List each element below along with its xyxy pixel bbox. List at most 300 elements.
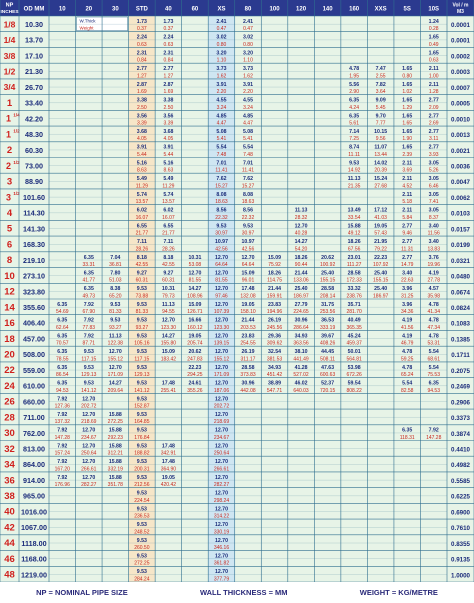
row-np-whole: 3 [5, 192, 12, 203]
cell-weight: 13.44 [374, 151, 387, 158]
cell-weight: 332.19 [107, 466, 123, 473]
cell-weight: 0.49 [428, 41, 439, 48]
cell-wall-thickness: 12.70 [214, 349, 228, 356]
cell-wall-thickness: 3.40 [428, 239, 439, 246]
row-od: 60.30 [25, 145, 43, 155]
legend-wall-thickness: W.Thick [79, 18, 96, 24]
row-np-fraction: 1/4 [13, 112, 20, 118]
cell-wall-thickness: 4.19 [428, 270, 439, 277]
cell-wall-thickness: 9.53 [136, 569, 147, 576]
cell-weight: 442.08 [240, 387, 256, 394]
cell-wall-thickness: 2.41 [216, 18, 227, 25]
cell-wall-thickness: 3.76 [428, 254, 439, 261]
cell-wall-thickness: 9.53 [136, 411, 147, 418]
cell-weight: 7.25 [349, 136, 360, 143]
cell-wall-thickness: 2.77 [428, 113, 439, 120]
cell-weight: 108.96 [187, 293, 203, 300]
row-vol: 0.0824 [451, 305, 470, 313]
cell-wall-thickness: 15.88 [108, 443, 122, 450]
row-np-whole: 1 [5, 129, 12, 140]
cell-weight: 94.53 [427, 387, 440, 394]
cell-wall-thickness: 12.70 [214, 553, 228, 560]
cell-weight: 260.50 [134, 544, 150, 551]
cell-wall-thickness: 12.70 [214, 396, 228, 403]
cell-wall-thickness: 12.70 [214, 411, 228, 418]
cell-wall-thickness: 7.92 [83, 317, 94, 324]
cell-wall-thickness: 4.55 [216, 97, 227, 104]
cell-weight: 1.27 [136, 73, 147, 80]
cell-weight: 1.62 [216, 73, 227, 80]
cell-wall-thickness: 2.11 [428, 81, 439, 88]
cell-weight: 107.92 [373, 261, 389, 268]
cell-wall-thickness: 15.88 [108, 427, 122, 434]
cell-wall-thickness: 24.61 [188, 380, 202, 387]
cell-weight: 373.83 [240, 372, 256, 379]
cell-wall-thickness: 2.11 [402, 207, 413, 214]
row-vol: 0.3373 [451, 415, 470, 423]
cell-wall-thickness: 2.11 [402, 176, 413, 183]
cell-weight: 187.06 [213, 387, 230, 394]
cell-weight: 2.39 [402, 151, 413, 158]
cell-wall-thickness: 2.77 [402, 223, 413, 230]
cell-weight: 42.56 [215, 246, 228, 253]
row-np-whole: 2 [5, 160, 12, 171]
cell-weight: 86.54 [56, 372, 69, 379]
cell-weight: 41.56 [400, 324, 414, 331]
cell-wall-thickness: 59.54 [347, 380, 361, 387]
cell-wall-thickness: 3.05 [428, 160, 439, 167]
cell-wall-thickness: 15.88 [347, 223, 361, 230]
cell-weight: 205.74 [187, 340, 203, 347]
cell-wall-thickness: 40.49 [347, 317, 361, 324]
cell-weight: 272.25 [134, 560, 150, 567]
cell-wall-thickness: 9.53 [136, 459, 147, 466]
cell-wall-thickness: 2.87 [136, 81, 147, 88]
cell-wall-thickness: 8.56 [242, 207, 254, 214]
row-od: 1016.00 [21, 507, 47, 517]
cell-weight: 97.46 [215, 293, 228, 300]
cell-weight: 459.37 [346, 340, 362, 347]
cell-wall-thickness: 10.15 [374, 128, 388, 135]
cell-weight: 155.12 [107, 356, 123, 363]
cell-weight: 218.69 [81, 419, 97, 426]
cell-weight: 209.64 [107, 387, 123, 394]
cell-wall-thickness: 15.88 [108, 459, 122, 466]
cell-wall-thickness: 7.92 [57, 474, 68, 481]
row-vol: 0.2906 [451, 399, 470, 407]
cell-weight: 3.24 [216, 104, 227, 111]
header-np: NP [5, 2, 14, 9]
cell-wall-thickness: 29.36 [268, 333, 282, 340]
cell-wall-thickness: 3.91 [216, 81, 227, 88]
cell-wall-thickness: 19.05 [161, 474, 175, 481]
cell-weight: 172.33 [346, 277, 362, 284]
cell-weight: 167.20 [54, 466, 70, 473]
cell-wall-thickness: 47.63 [321, 364, 335, 371]
cell-weight: 16.07 [162, 214, 175, 221]
cell-weight: 28.32 [294, 214, 308, 221]
cell-weight: 21.35 [347, 183, 361, 190]
cell-weight: 2.90 [349, 89, 360, 96]
cell-wall-thickness: 6.35 [57, 380, 68, 387]
cell-weight: 42.56 [241, 246, 255, 253]
cell-wall-thickness: 30.96 [241, 380, 255, 387]
cell-wall-thickness: 3.91 [163, 144, 174, 151]
cell-wall-thickness: 12.70 [214, 333, 228, 340]
cell-wall-thickness: 9.53 [136, 286, 147, 293]
cell-weight: 808.22 [346, 387, 362, 394]
cell-wall-thickness: 44.45 [321, 349, 335, 356]
cell-wall-thickness: 33.32 [347, 286, 361, 293]
cell-weight: 28.26 [162, 246, 175, 253]
cell-weight: 155.80 [160, 340, 177, 347]
cell-wall-thickness: 9.53 [136, 349, 147, 356]
cell-wall-thickness: 6.35 [57, 333, 68, 340]
cell-weight: 250.64 [81, 450, 97, 457]
cell-weight: 93.27 [109, 324, 122, 331]
cell-wall-thickness: 6.55 [163, 223, 174, 230]
cell-wall-thickness: 38.89 [268, 380, 282, 387]
cell-wall-thickness: 4.85 [242, 113, 254, 120]
cell-weight: 254.55 [240, 340, 256, 347]
cell-weight: 31.25 [400, 293, 414, 300]
cell-weight: 133.06 [293, 277, 309, 284]
row-vol: 0.0013 [451, 132, 470, 140]
cell-weight: 218.69 [213, 419, 230, 426]
cell-weight: 3.24 [243, 104, 253, 111]
header-schedule-5S: 5S [403, 6, 411, 13]
cell-weight: 298.24 [213, 497, 230, 504]
cell-wall-thickness: 9.53 [136, 506, 147, 513]
header-schedule-XS: XS [217, 6, 226, 13]
cell-weight: 15.27 [215, 183, 228, 190]
row-np: 48 [4, 569, 15, 581]
cell-wall-thickness: 39.67 [321, 333, 335, 340]
cell-weight: 508.11 [320, 356, 336, 363]
cell-wall-thickness: 14.27 [108, 380, 122, 387]
cell-wall-thickness: 3.68 [136, 128, 147, 135]
cell-wall-thickness: 5.54 [402, 380, 413, 387]
row-np: 12 [4, 286, 15, 298]
row-vol: 0.6900 [451, 509, 470, 517]
cell-weight: 3.93 [428, 151, 439, 158]
row-od: 457.00 [23, 334, 45, 344]
cell-wall-thickness: 32.54 [268, 349, 282, 356]
cell-wall-thickness: 28.58 [321, 286, 335, 293]
cell-weight: 0.84 [163, 57, 174, 64]
cell-wall-thickness: 12.70 [108, 364, 122, 371]
row-np: 42 [4, 522, 15, 534]
row-od: 965.00 [23, 491, 45, 501]
cell-weight: 11.29 [135, 183, 148, 190]
cell-wall-thickness: 1.65 [402, 113, 413, 120]
cell-wall-thickness: 34.93 [268, 364, 282, 371]
row-np: 40 [4, 506, 15, 518]
cell-weight: 238.76 [346, 293, 362, 300]
cell-weight: 564.81 [346, 356, 362, 363]
cell-wall-thickness: 9.53 [136, 301, 147, 308]
cell-wall-thickness: 12.70 [82, 411, 96, 418]
cell-weight: 1.95 [349, 73, 360, 80]
row-od: 101.60 [23, 192, 45, 202]
cell-wall-thickness: 9.53 [136, 380, 147, 387]
row-vol: 0.0157 [451, 226, 470, 234]
cell-weight: 2.50 [163, 104, 174, 111]
cell-weight: 73.88 [135, 293, 149, 300]
cell-weight: 152.87 [134, 403, 150, 410]
cell-weight: 5.84 [402, 214, 413, 221]
cell-wall-thickness: 25.40 [374, 270, 388, 277]
cell-weight: 194.96 [266, 309, 283, 316]
header-od: OD MM [23, 6, 45, 13]
cell-wall-thickness: 12.70 [294, 223, 308, 230]
cell-wall-thickness: 9.53 [216, 223, 227, 230]
cell-wall-thickness: 1.65 [428, 34, 439, 41]
cell-weight: 381.53 [266, 356, 283, 363]
row-vol: 0.0047 [451, 179, 470, 187]
cell-weight: 0.47 [243, 26, 253, 33]
cell-weight: 107.39 [213, 309, 230, 316]
wall-thickness-note: WALL THICKNESS = MM [199, 588, 288, 597]
row-np: 3/4 [3, 82, 16, 93]
cell-weight: 22.32 [241, 214, 255, 221]
cell-weight: 234.67 [81, 434, 97, 441]
cell-weight: 57.43 [374, 230, 387, 237]
cell-wall-thickness: 6.35 [57, 301, 68, 308]
cell-wall-thickness: 2.77 [428, 128, 439, 135]
cell-weight: 141.12 [134, 387, 150, 394]
row-np: 38 [4, 490, 15, 502]
cell-wall-thickness: 1.65 [402, 66, 413, 73]
cell-wall-thickness: 9.53 [136, 443, 147, 450]
row-vol: 0.6225 [451, 493, 470, 501]
cell-weight: 9.46 [402, 230, 413, 237]
row-od: 26.70 [25, 82, 43, 92]
cell-weight: 78.55 [56, 356, 69, 363]
row-np: 32 [4, 443, 15, 455]
row-vol: 0.0005 [451, 100, 470, 108]
cell-weight: 186.97 [293, 293, 309, 300]
cell-wall-thickness: 5.54 [428, 364, 439, 371]
cell-weight: 420.42 [160, 482, 177, 489]
row-np: 20 [4, 349, 15, 361]
cell-wall-thickness: 3.38 [136, 97, 147, 104]
cell-weight: 224.54 [134, 497, 150, 504]
cell-wall-thickness: 12.70 [214, 301, 228, 308]
cell-weight: 1.90 [402, 136, 413, 143]
cell-wall-thickness: 6.35 [57, 364, 68, 371]
cell-weight: 3.64 [375, 89, 386, 96]
cell-weight: 122.38 [107, 340, 123, 347]
cell-wall-thickness: 9.53 [136, 364, 147, 371]
cell-wall-thickness: 20.62 [188, 349, 202, 356]
row-od: 1067.00 [21, 523, 47, 533]
cell-weight: 188.82 [134, 450, 150, 457]
cell-wall-thickness: 4.55 [242, 97, 254, 104]
cell-wall-thickness: 1.65 [428, 50, 439, 57]
row-vol: 0.0036 [451, 163, 470, 171]
cell-weight: 9.56 [375, 136, 386, 143]
cell-weight: 11.29 [162, 183, 175, 190]
cell-weight: 90.44 [294, 261, 308, 268]
cell-wall-thickness: 12.70 [214, 522, 228, 529]
cell-wall-thickness: 9.53 [83, 364, 94, 371]
cell-weight: 41.34 [427, 309, 440, 316]
row-vol: 0.7610 [451, 525, 470, 533]
cell-weight: 41.03 [374, 214, 387, 221]
cell-wall-thickness: 2.87 [163, 81, 174, 88]
cell-weight: 3.39 [163, 120, 174, 127]
cell-wall-thickness: 6.35 [83, 270, 94, 277]
cell-weight: 155.12 [213, 356, 230, 363]
cell-wall-thickness: 26.19 [241, 349, 255, 356]
cell-wall-thickness: 5.54 [428, 349, 439, 356]
cell-wall-thickness: 5.49 [163, 176, 174, 183]
cell-wall-thickness: 22.23 [188, 364, 202, 371]
row-od: 1168.00 [21, 554, 47, 564]
cell-weight: 1.69 [163, 89, 174, 96]
cell-weight: 18.63 [241, 199, 255, 206]
cell-weight: 41.77 [82, 277, 96, 284]
row-od: 813.00 [23, 444, 45, 454]
footer-notes [0, 582, 474, 603]
cell-wall-thickness: 34.93 [294, 333, 308, 340]
cell-wall-thickness: 9.53 [136, 474, 147, 481]
row-od: 711.00 [23, 413, 45, 423]
cell-wall-thickness: 2.77 [428, 97, 439, 104]
cell-wall-thickness: 5.74 [163, 191, 174, 198]
cell-wall-thickness: 6.55 [136, 223, 147, 230]
cell-weight: 203.53 [240, 324, 256, 331]
cell-wall-thickness: 14.27 [294, 239, 308, 246]
row-np: 28 [4, 412, 15, 424]
cell-wall-thickness: 4.78 [428, 317, 439, 324]
cell-weight: 16.07 [135, 214, 149, 221]
cell-weight: 20.39 [374, 167, 387, 174]
cell-wall-thickness: 12.70 [214, 506, 228, 513]
cell-weight: 60.31 [135, 277, 149, 284]
row-vol: 0.0674 [451, 289, 470, 297]
row-od: 33.40 [25, 98, 43, 108]
cell-wall-thickness: 4.85 [216, 113, 227, 120]
row-np: 8 [6, 255, 13, 267]
cell-wall-thickness: 19.05 [374, 223, 388, 230]
cell-weight: 157.24 [54, 450, 70, 457]
row-np: 30 [4, 428, 15, 440]
cell-wall-thickness: 12.70 [82, 427, 96, 434]
cell-weight: 14.79 [400, 261, 414, 268]
cell-weight: 49.12 [347, 230, 361, 237]
cell-wall-thickness: 6.02 [163, 207, 174, 214]
cell-wall-thickness: 7.80 [110, 270, 121, 277]
cell-wall-thickness: 11.13 [108, 333, 122, 340]
cell-wall-thickness: 6.35 [402, 427, 413, 434]
row-vol: 0.0001 [451, 22, 470, 30]
cell-weight: 77.83 [82, 324, 96, 331]
cell-wall-thickness: 9.53 [110, 317, 121, 324]
cell-wall-thickness: 2.24 [163, 34, 174, 41]
cell-wall-thickness: 3.56 [136, 113, 147, 120]
row-vol: 0.0480 [451, 273, 470, 281]
cell-wall-thickness: 12.70 [214, 569, 228, 576]
cell-weight: 19.96 [427, 261, 440, 268]
cell-wall-thickness: 8.56 [216, 207, 227, 214]
cell-wall-thickness: 7.92 [57, 459, 68, 466]
cell-wall-thickness: 5.56 [349, 81, 360, 88]
cell-weight: 364.90 [160, 466, 177, 473]
cell-wall-thickness: 12.70 [214, 270, 228, 277]
row-np: 46 [4, 553, 15, 565]
cell-wall-thickness: 6.35 [57, 317, 68, 324]
cell-wall-thickness: 6.02 [136, 207, 147, 214]
cell-weight: 266.61 [81, 466, 97, 473]
cell-weight: 171.09 [213, 372, 230, 379]
cell-weight: 127.36 [54, 403, 70, 410]
cell-wall-thickness: 15.09 [241, 270, 255, 277]
cell-wall-thickness: 17.48 [241, 286, 255, 293]
cell-weight: 2.20 [216, 89, 227, 96]
cell-weight: 245.56 [266, 324, 283, 331]
cell-weight: 286.64 [293, 324, 309, 331]
cell-weight: 22.32 [215, 214, 228, 221]
cell-weight: 2.50 [136, 104, 147, 111]
cell-weight: 11.11 [348, 151, 361, 158]
cell-weight: 0.63 [136, 41, 147, 48]
cell-wall-thickness: 23.83 [268, 301, 282, 308]
cell-wall-thickness: 28.58 [241, 364, 255, 371]
cell-weight: 3.39 [136, 120, 147, 127]
row-od: 168.30 [23, 240, 45, 250]
cell-wall-thickness: 30.96 [294, 317, 308, 324]
cell-wall-thickness: 7.62 [216, 176, 227, 183]
cell-weight: 3.11 [429, 136, 439, 143]
cell-wall-thickness: 7.92 [57, 443, 68, 450]
cell-wall-thickness: 8.18 [136, 254, 147, 261]
cell-weight: 224.65 [293, 309, 309, 316]
cell-weight: 2.09 [428, 104, 439, 111]
cell-weight: 155.15 [373, 277, 389, 284]
cell-weight: 47.34 [427, 324, 440, 331]
cell-weight: 33.31 [82, 261, 96, 268]
cell-wall-thickness: 12.70 [214, 380, 228, 387]
cell-weight: 312.21 [107, 450, 123, 457]
cell-weight: 202.72 [81, 403, 97, 410]
cell-wall-thickness: 1.24 [428, 18, 439, 25]
cell-wall-thickness: 7.01 [242, 160, 254, 167]
cell-wall-thickness: 3.40 [402, 270, 413, 277]
cell-wall-thickness: 12.70 [82, 474, 96, 481]
cell-wall-thickness: 9.53 [136, 553, 147, 560]
cell-weight: 11.41 [241, 167, 255, 174]
cell-weight: 0.80 [402, 73, 413, 80]
cell-weight: 60.31 [162, 277, 175, 284]
cell-wall-thickness: 6.35 [349, 97, 360, 104]
cell-weight: 720.15 [319, 387, 336, 394]
cell-wall-thickness: 3.56 [163, 113, 174, 120]
cell-wall-thickness: 7.92 [57, 396, 68, 403]
row-np: 6 [6, 239, 13, 251]
cell-weight: 111.27 [346, 261, 362, 268]
cell-wall-thickness: 1.65 [402, 128, 413, 135]
cell-wall-thickness: 17.12 [374, 207, 388, 214]
row-np: 22 [4, 365, 15, 377]
cell-wall-thickness: 5.08 [242, 128, 254, 135]
cell-wall-thickness: 5.54 [216, 144, 227, 151]
cell-weight: 7.77 [375, 120, 386, 127]
row-np: 44 [4, 538, 15, 550]
cell-wall-thickness: 19.05 [241, 301, 255, 308]
cell-wall-thickness: 9.70 [375, 113, 386, 120]
